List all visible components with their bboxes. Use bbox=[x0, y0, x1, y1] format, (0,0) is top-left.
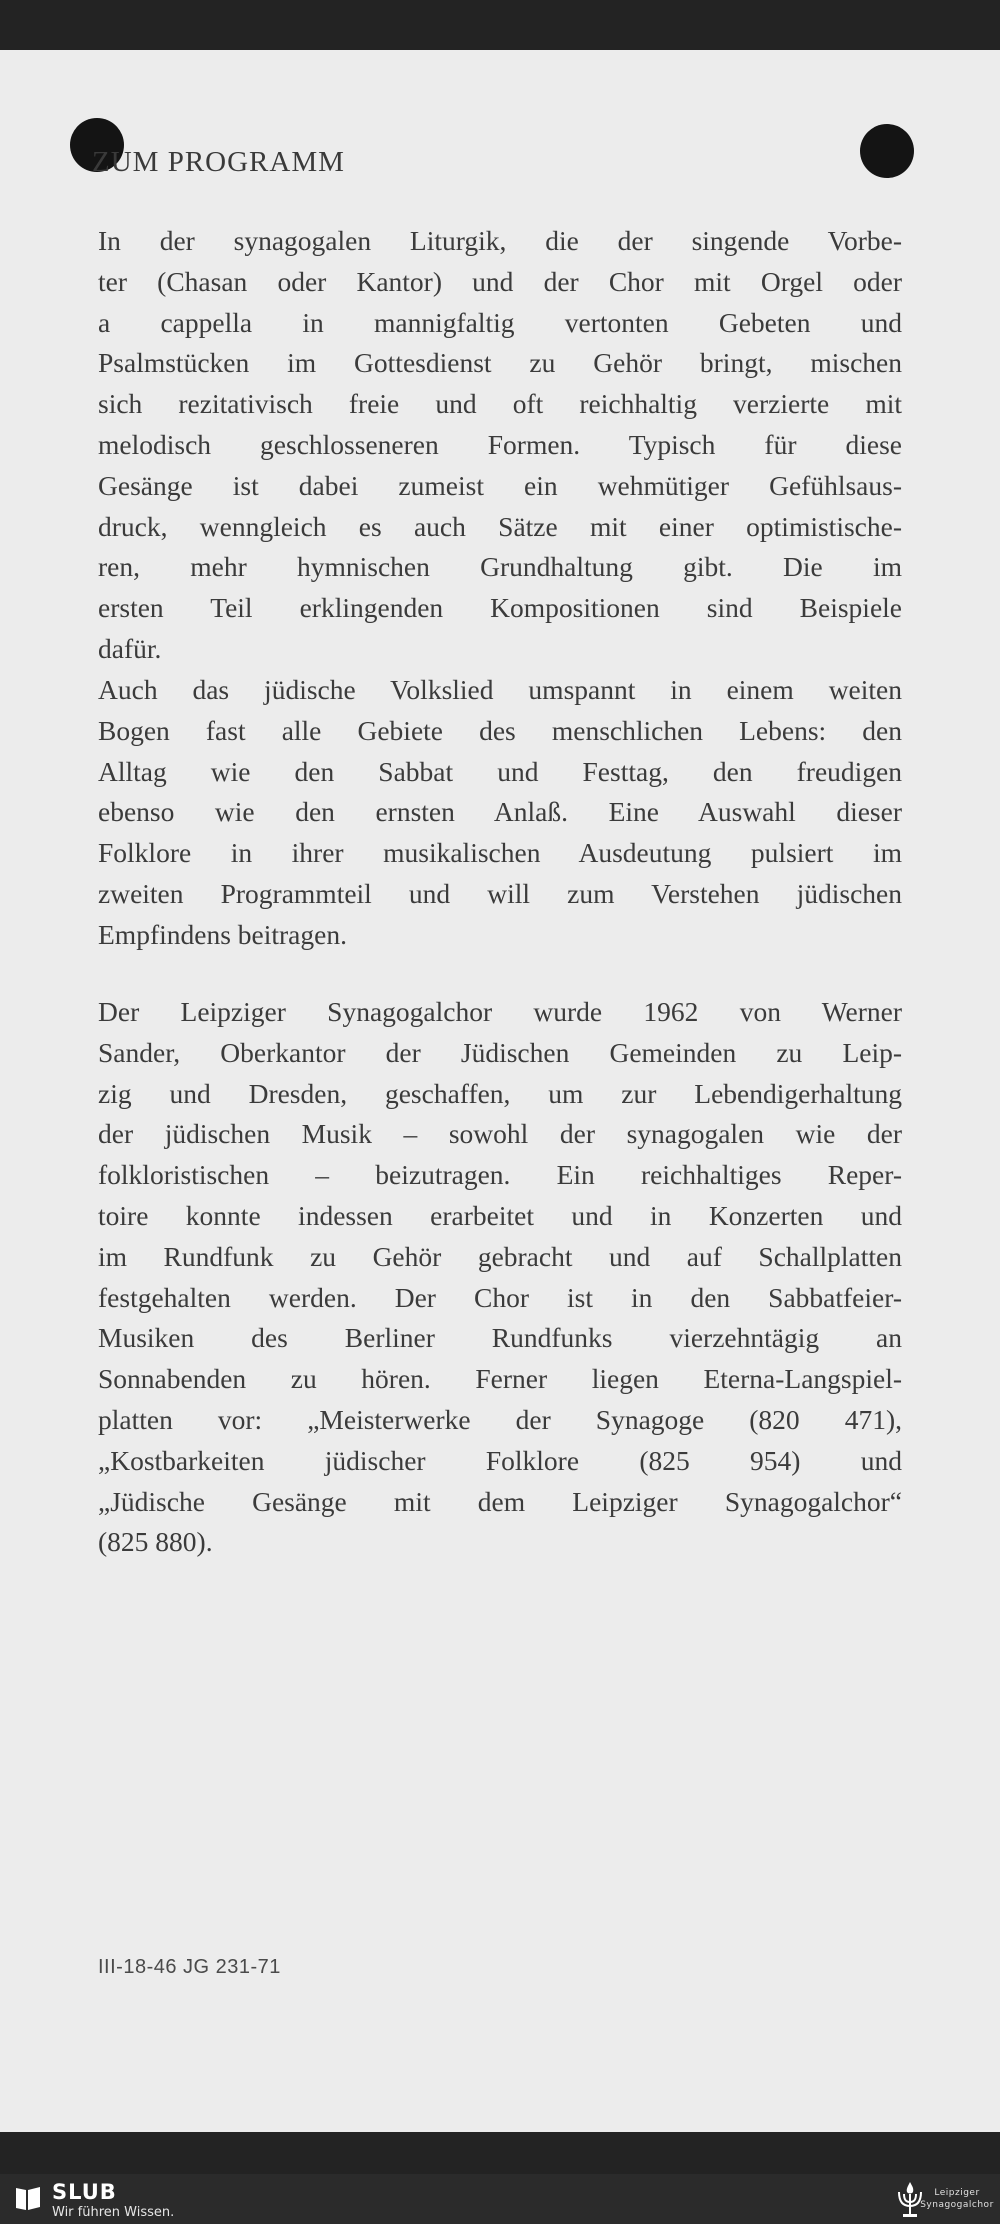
text-line: Musiken des Berliner Rundfunks vierzehntägig an bbox=[98, 1322, 902, 1354]
text-line: Auch das jüdische Volkslied umspannt in einem weiten bbox=[98, 674, 902, 705]
text-line: zig und Dresden, geschaffen, um zur Lebendigerhaltung bbox=[98, 1077, 902, 1109]
text-line: a cappella in mannigfaltig vertonten Gebeten und bbox=[98, 306, 902, 338]
text-line: ter (Chasan oder Kantor) und der Chor mit Orgel oder bbox=[98, 265, 902, 297]
text-line: ersten Teil erklingenden Kompositionen sind Beispiele bbox=[98, 592, 902, 624]
text-line: Gesänge ist dabei zumeist ein wehmütiger Gefühlsaus- bbox=[98, 469, 902, 501]
text-line: „Kostbarkeiten jüdischer Folklore (825 954) und bbox=[98, 1444, 902, 1476]
text-line: Psalmstücken im Gottesdienst zu Gehör bringt, mischen bbox=[98, 347, 902, 379]
text-line: Folklore in ihrer musikalischen Ausdeutung pulsiert im bbox=[98, 837, 902, 869]
text-line: Alltag wie den Sabbat und Festtag, den freudigen bbox=[98, 755, 902, 787]
document-page bbox=[0, 50, 1000, 2132]
choir-name-line1: Leipziger bbox=[934, 2188, 980, 2198]
text-line: In der synagogalen Liturgik, die der singende Vorbe- bbox=[98, 225, 902, 256]
text-line: druck, wenngleich es auch Sätze mit einer optimistische- bbox=[98, 510, 902, 542]
text-line: im Rundfunk zu Gehör gebracht und auf Schallplatten bbox=[98, 1240, 902, 1272]
text-line: zweiten Programmteil und will zum Verstehen jüdischen bbox=[98, 877, 902, 909]
text-line: (825 880). bbox=[98, 1526, 213, 1558]
text-line: Sonnabenden zu hören. Ferner liegen Eterna-Langspiel- bbox=[98, 1363, 902, 1395]
text-line: toire konnte indessen erarbeitet und in Konzerten und bbox=[98, 1199, 902, 1231]
book-icon[interactable] bbox=[14, 2185, 42, 2212]
scan-top-border bbox=[0, 0, 1000, 50]
page-heading: ZUM PROGRAMM bbox=[92, 146, 345, 178]
paragraph-choir bbox=[98, 992, 902, 1563]
text-line: Empfindens beitragen. bbox=[98, 918, 347, 950]
text-line: dafür. bbox=[98, 632, 162, 664]
text-line: Der Leipziger Synagogalchor wurde 1962 von Werner bbox=[98, 996, 902, 1027]
text-line: ren, mehr hymnischen Grundhaltung gibt. Die im bbox=[98, 551, 902, 583]
text-line: ebenso wie den ernsten Anlaß. Eine Auswahl dieser bbox=[98, 796, 902, 828]
viewer-footer bbox=[0, 2174, 1000, 2224]
punch-hole-right bbox=[860, 124, 914, 178]
text-line: „Jüdische Gesänge mit dem Leipziger Synagogalchor“ bbox=[98, 1485, 902, 1517]
paragraph-folksong bbox=[98, 670, 902, 956]
paragraph-liturgy bbox=[98, 221, 902, 670]
text-line: der jüdischen Musik – sowohl der synagogalen wie der bbox=[98, 1118, 902, 1150]
slub-name[interactable]: SLUB bbox=[52, 2180, 117, 2204]
print-code: III-18-46 JG 231-71 bbox=[98, 1956, 281, 1978]
text-line: Bogen fast alle Gebiete des menschlichen Lebens: den bbox=[98, 714, 902, 746]
scan-bottom-border bbox=[0, 2132, 1000, 2174]
slub-tagline: Wir führen Wissen. bbox=[52, 2205, 175, 2220]
text-line: Sander, Oberkantor der Jüdischen Gemeinden zu Leip- bbox=[98, 1036, 902, 1068]
choir-name bbox=[920, 2187, 994, 2211]
choir-name-line2: Synagogalchor bbox=[920, 2200, 994, 2210]
text-line: platten vor: „Meisterwerke der Synagoge (820 471), bbox=[98, 1403, 902, 1435]
text-line: melodisch geschlosseneren Formen. Typisch für diese bbox=[98, 428, 902, 460]
text-line: sich rezitativisch freie und oft reichhaltig verzierte mit bbox=[98, 388, 902, 420]
text-line: folkloristischen – beizutragen. Ein reichhaltiges Reper- bbox=[98, 1159, 902, 1191]
text-line: festgehalten werden. Der Chor ist in den Sabbatfeier- bbox=[98, 1281, 902, 1313]
